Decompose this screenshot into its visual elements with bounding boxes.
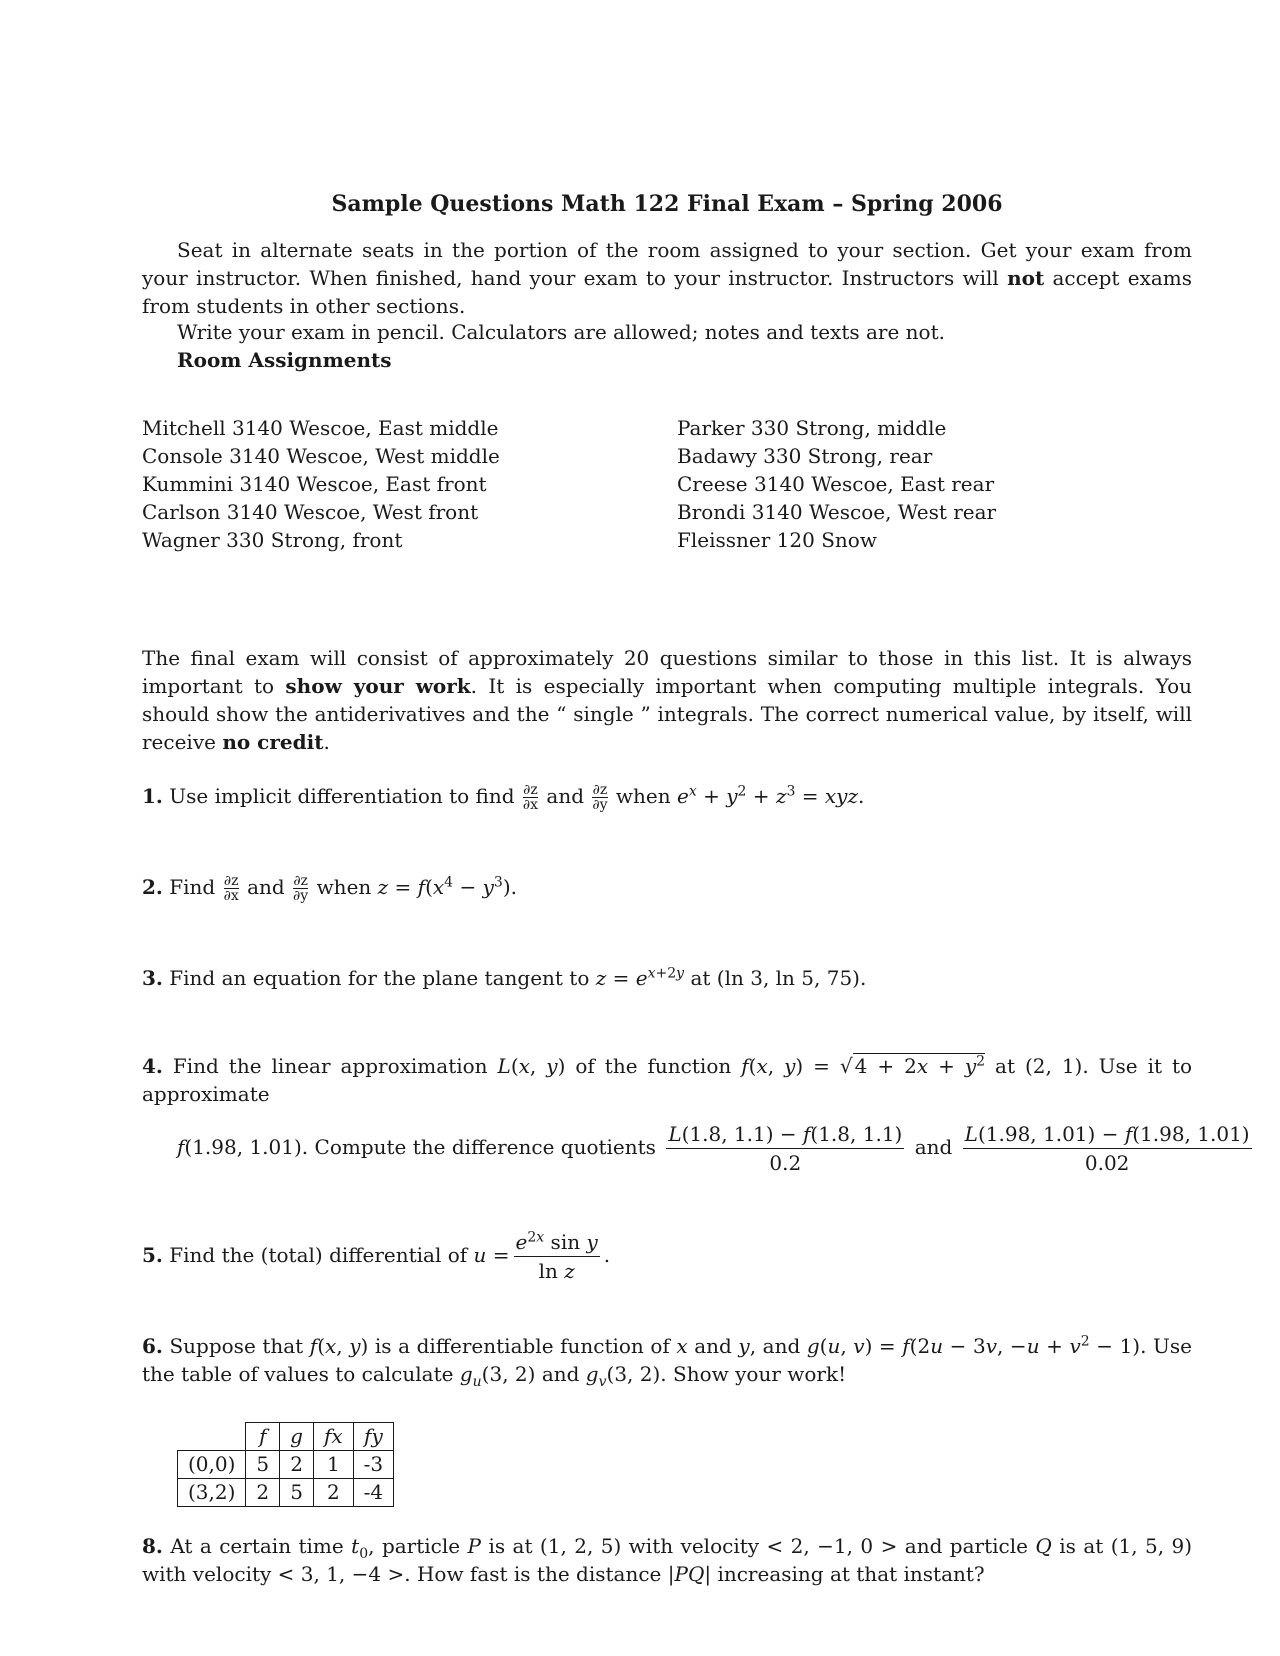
table-cell: -3 bbox=[353, 1451, 393, 1479]
table-header: fx bbox=[313, 1423, 353, 1451]
table-row bbox=[178, 1451, 394, 1479]
math-expression: (ln 3, ln 5, 75). bbox=[716, 966, 867, 990]
room-entry: Kummini 3140 Wescoe, East front bbox=[142, 472, 487, 496]
question-3: 3. Find an equation for the plane tangent to $z = e^{x+2y}$ at (ln 3, ln 5, 75). bbox=[142, 965, 867, 990]
room-entry: Carlson 3140 Wescoe, West front bbox=[142, 500, 479, 524]
room-entry: Mitchell 3140 Wescoe, East middle bbox=[142, 416, 499, 440]
intro-paragraph: Seat in alternate seats in the portion of the room assigned to your section. Get your exam from your instructor. When finished, hand your exam to your instructor. Instructors will not accept exams from students in other sections. bbox=[142, 238, 1192, 318]
math-expression: $e^x + y^2 + z^3$ = xyz. bbox=[676, 783, 865, 808]
table-cell: 2 bbox=[313, 1479, 353, 1507]
room-entry: Parker 330 Strong, middle bbox=[677, 416, 947, 440]
question-1: 1. Use implicit differentiation to find $\frac{\partial z}{\partial x}$ and $\frac{\partial z}{\partial y}$ when $e^x + y^2 + z^3$ = xyz. bbox=[142, 782, 865, 813]
table-cell: 5 bbox=[246, 1451, 280, 1479]
math-expression: $t_0$, bbox=[351, 1534, 375, 1562]
table-cell: -4 bbox=[353, 1479, 393, 1507]
room-entry: Console 3140 Wescoe, West middle bbox=[142, 444, 500, 468]
math-expression: |PQ| bbox=[667, 1562, 712, 1586]
table-header: f bbox=[246, 1423, 280, 1451]
math-expression: $z = e^{x+2y}$ bbox=[595, 965, 685, 990]
room-assignments-heading: Room Assignments bbox=[177, 348, 392, 372]
room-entry: Fleissner 120 Snow bbox=[677, 528, 877, 552]
table-header: fy bbox=[353, 1423, 393, 1451]
question-8: 8. At a certain time $t_0$, particle P is at (1, 2, 5) with velocity < 2, −1, 0 > and particle Q is at (1, 5, 9) with velocity < 3, 1, −4 >. How fast is the distance |PQ| increasing at that instant? bbox=[142, 1534, 1193, 1586]
table-cell: 5 bbox=[280, 1479, 314, 1507]
math-expression: u = bbox=[473, 1243, 510, 1267]
instructions-paragraph: The final exam will consist of approximately 20 questions similar to those in this list. It is always important to show your work. It is especially important when computing multiple integrals. You should show the antiderivatives and the “ single ” integrals. The correct numerical value, by itself, will receive no credit. bbox=[142, 646, 1192, 754]
room-list-right bbox=[677, 414, 996, 554]
math-expression: $\frac{L(1.98, 1.01) - f(1.98, 1.01)}{0.02}$ bbox=[964, 1122, 1250, 1175]
math-expression: g(u, v) = f(2u − 3v, $-u + v^2 - 1$). bbox=[806, 1333, 1147, 1358]
question-2: 2. Find $\frac{\partial z}{\partial x}$ and $\frac{\partial z}{\partial y}$ when $z = f(x^4 - y^3)$. bbox=[142, 873, 517, 904]
math-expression: $z = f(x^4 - y^3)$. bbox=[377, 874, 517, 899]
table-cell: 2 bbox=[280, 1451, 314, 1479]
question-4-continued: f(1.98, 1.01). Compute the difference quotients $\frac{L(1.8, 1.1) - f(1.8, 1.1)}{0.2}$ and $\frac{L(1.98, 1.01) - f(1.98, 1.01)}{0.02}$ bbox=[177, 1122, 1250, 1175]
question-6: 6. Suppose that f(x, y) is a differentiable function of x and y, and g(u, v) = f(2u − 3v, $-u + v^2 - 1$). Use the table of values to calculate $g_u(3$, 2) and $g_v(3$, 2). Show your work! bbox=[142, 1333, 1192, 1390]
math-expression: $\frac{\partial z}{\partial y}$ bbox=[293, 873, 309, 904]
math-expression: $g_v(3$, 2). bbox=[585, 1362, 667, 1390]
table-cell: 2 bbox=[246, 1479, 280, 1507]
question-4: 4. Find the linear approximation L(x, y) of the function f(x, y) = √ $4 + 2x + y^2$ at (2, 1). Use it to approximate bbox=[142, 1053, 1193, 1106]
math-expression: f(x, y) bbox=[309, 1334, 369, 1358]
room-entry: Creese 3140 Wescoe, East rear bbox=[677, 472, 995, 496]
table-header-row bbox=[178, 1423, 394, 1451]
values-table bbox=[177, 1422, 394, 1507]
math-expression: $\frac{\partial z}{\partial x}$ bbox=[522, 782, 539, 813]
math-expression: $g_u(3$, 2) bbox=[459, 1362, 536, 1390]
pencil-note: Write your exam in pencil. Calculators are allowed; notes and texts are not. bbox=[177, 320, 945, 344]
question-5: 5. Find the (total) differential of u = $\frac{e^{2x} \sin y}{\text{ln z}}$ . bbox=[142, 1229, 611, 1283]
room-entry: Wagner 330 Strong, front bbox=[142, 528, 403, 552]
math-expression: $\frac{\partial z}{\partial x}$ bbox=[223, 873, 239, 904]
math-expression: $\frac{e^{2x} \sin y}{\text{ln z}}$ bbox=[515, 1229, 598, 1283]
room-list-left bbox=[142, 414, 500, 554]
math-expression: f(x, y) = √ $4 + 2x + y^2$ bbox=[741, 1053, 986, 1078]
math-expression: f(1.98, 1.01). bbox=[177, 1135, 309, 1159]
table-header: g bbox=[280, 1423, 314, 1451]
table-cell: (3,2) bbox=[178, 1479, 246, 1507]
table-row bbox=[178, 1479, 394, 1507]
table-cell: 1 bbox=[313, 1451, 353, 1479]
table-cell: (0,0) bbox=[178, 1451, 246, 1479]
math-expression: $\frac{\partial z}{\partial y}$ bbox=[592, 782, 608, 813]
math-expression: $\frac{L(1.8, 1.1) - f(1.8, 1.1)}{0.2}$ bbox=[668, 1122, 903, 1175]
page-title: Sample Questions Math 122 Final Exam – Spring 2006 bbox=[331, 191, 1003, 217]
room-entry: Badawy 330 Strong, rear bbox=[677, 444, 933, 468]
math-expression: L(x, y) bbox=[497, 1054, 566, 1078]
room-entry: Brondi 3140 Wescoe, West rear bbox=[677, 500, 997, 524]
